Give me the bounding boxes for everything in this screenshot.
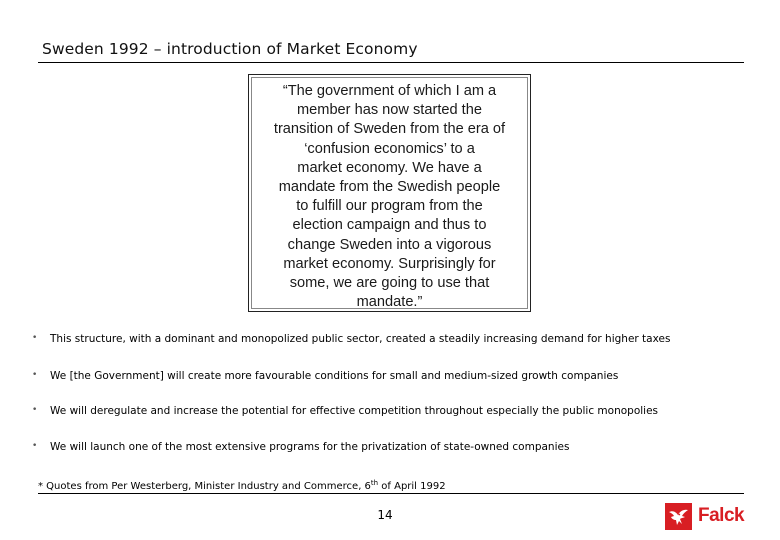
quote-line: market economy. We have a <box>297 159 482 176</box>
bullet-dot: • <box>32 405 38 415</box>
quote-line: mandate from the Swedish people <box>278 179 501 196</box>
bullet-dot: • <box>32 441 38 451</box>
quote-line: transition of Sweden from the era of <box>273 121 506 138</box>
quote-line: to fulfill our program from the <box>296 198 483 215</box>
quote-line: market economy. Surprisingly for <box>283 255 496 272</box>
footnote-suffix: of April 1992 <box>378 481 446 492</box>
quote-line: ‘confusion economics’ to a <box>304 140 475 157</box>
bullet-text: We will launch one of the most extensive programs for the privatization of state-owned companies <box>50 441 570 453</box>
falck-logo <box>665 502 744 530</box>
eagle-icon-svg <box>665 503 692 530</box>
slide-title: Sweden 1992 – introduction of Market Economy <box>42 40 418 58</box>
quote-line: some, we are going to use that <box>289 275 490 292</box>
bullet-text: This structure, with a dominant and monopolized public sector, created a steadily increasing demand for higher taxes <box>50 333 671 345</box>
bullet-dot: • <box>32 370 38 380</box>
quote-line: “The government of which I am a <box>282 83 497 99</box>
falck-eagle-icon <box>665 503 692 530</box>
footnote <box>38 479 446 492</box>
bullet-dot: • <box>32 333 38 343</box>
bullet-text: We [the Government] will create more favourable conditions for small and medium-sized growth companies <box>50 370 619 382</box>
quote-line: election campaign and thus to <box>292 217 487 234</box>
footnote-prefix: * Quotes from Per Westerberg, Minister Industry and Commerce, 6 <box>38 481 371 492</box>
page-number: 14 <box>377 508 393 522</box>
quote-line: change Sweden into a vigorous <box>287 236 492 253</box>
bullet-text: We will deregulate and increase the potential for effective competition throughout especially the public monopolies <box>50 405 659 417</box>
title-divider <box>38 62 744 63</box>
falck-wordmark: Falck <box>698 505 745 526</box>
quote-line: member has now started the <box>297 102 482 119</box>
footnote-superscript: th <box>370 479 379 487</box>
quote-text <box>257 82 522 312</box>
footer-divider <box>38 493 744 494</box>
quote-box <box>248 74 531 312</box>
quote-line: mandate.” <box>356 294 423 311</box>
